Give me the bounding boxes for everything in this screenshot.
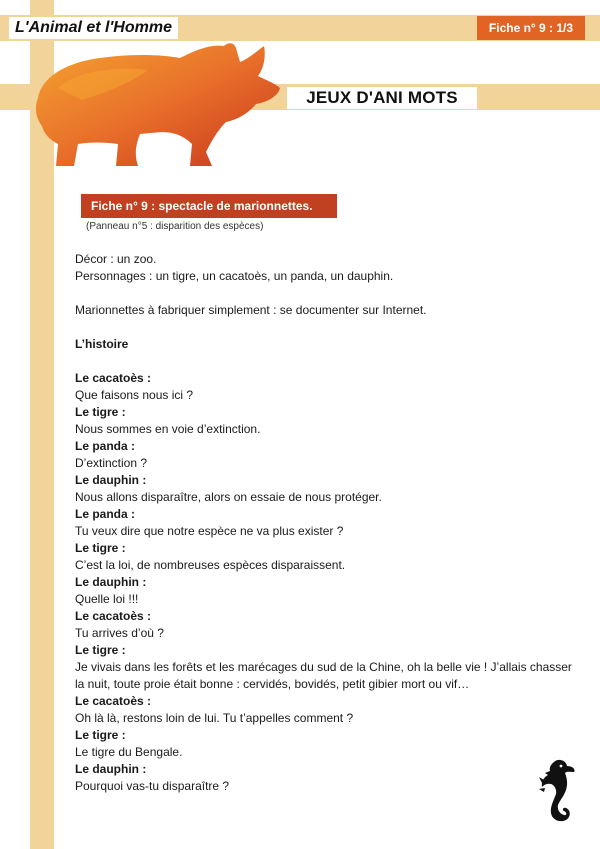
spacer <box>75 319 575 336</box>
seahorse-icon <box>536 758 576 824</box>
decor-line: Décor : un zoo. <box>75 252 157 266</box>
dialogue-speaker: Le dauphin : <box>75 473 147 487</box>
section-title: JEUX D'ANI MOTS <box>287 87 477 109</box>
dialogue-line: Oh là là, restons loin de lui. Tu t’appelles comment ? <box>75 711 354 725</box>
spacer <box>75 353 575 370</box>
dialogue <box>75 370 575 795</box>
spacer <box>75 285 575 302</box>
dialogue-line: Nous allons disparaître, alors on essaie de nous protéger. <box>75 490 382 504</box>
puppets-line: Marionnettes à fabriquer simplement : se documenter sur Internet. <box>75 303 427 317</box>
dialogue-speaker: Le dauphin : <box>75 762 147 776</box>
panel-note: (Panneau n°5 : disparition des espèces) <box>86 221 264 232</box>
dialogue-line: Tu arrives d’où ? <box>75 626 164 640</box>
dialogue-line: D’extinction ? <box>75 456 148 470</box>
dialogue-line: Le tigre du Bengale. <box>75 745 183 759</box>
dialogue-speaker: Le panda : <box>75 507 136 521</box>
dialogue-line: Quelle loi !!! <box>75 592 139 606</box>
rhino-icon <box>28 40 288 170</box>
dialogue-line: Tu veux dire que notre espèce ne va plus exister ? <box>75 524 344 538</box>
dialogue-speaker: Le cacatoès : <box>75 609 152 623</box>
dialogue-line: C’est la loi, de nombreuses espèces disparaissent. <box>75 558 346 572</box>
dialogue-speaker: Le cacatoès : <box>75 694 152 708</box>
dialogue-line: Je vivais dans les forêts et les marécages du sud de la Chine, oh la belle vie ! J’allais chasser la nuit, toute proie était bonne : cervidés, bovidés, petit gibier mort ou vif… <box>75 660 572 691</box>
characters-line: Personnages : un tigre, un cacatoès, un panda, un dauphin. <box>75 269 394 283</box>
dialogue-speaker: Le tigre : <box>75 541 126 555</box>
dialogue-line: Nous sommes en voie d’extinction. <box>75 422 261 436</box>
dialogue-speaker: Le tigre : <box>75 405 126 419</box>
dialogue-speaker: Le panda : <box>75 439 136 453</box>
dialogue-speaker: Le dauphin : <box>75 575 147 589</box>
sheet-title-badge: Fiche n° 9 : spectacle de marionnettes. <box>81 194 337 218</box>
dialogue-speaker: Le cacatoès : <box>75 371 152 385</box>
story-heading: L’histoire <box>75 337 129 351</box>
brand-title: L'Animal et l'Homme <box>9 17 178 39</box>
dialogue-speaker: Le tigre : <box>75 643 126 657</box>
fiche-badge: Fiche n° 9 : 1/3 <box>477 16 585 40</box>
body-text <box>75 251 575 795</box>
dialogue-line: Que faisons nous ici ? <box>75 388 194 402</box>
dialogue-line: Pourquoi vas-tu disparaître ? <box>75 779 230 793</box>
dialogue-speaker: Le tigre : <box>75 728 126 742</box>
